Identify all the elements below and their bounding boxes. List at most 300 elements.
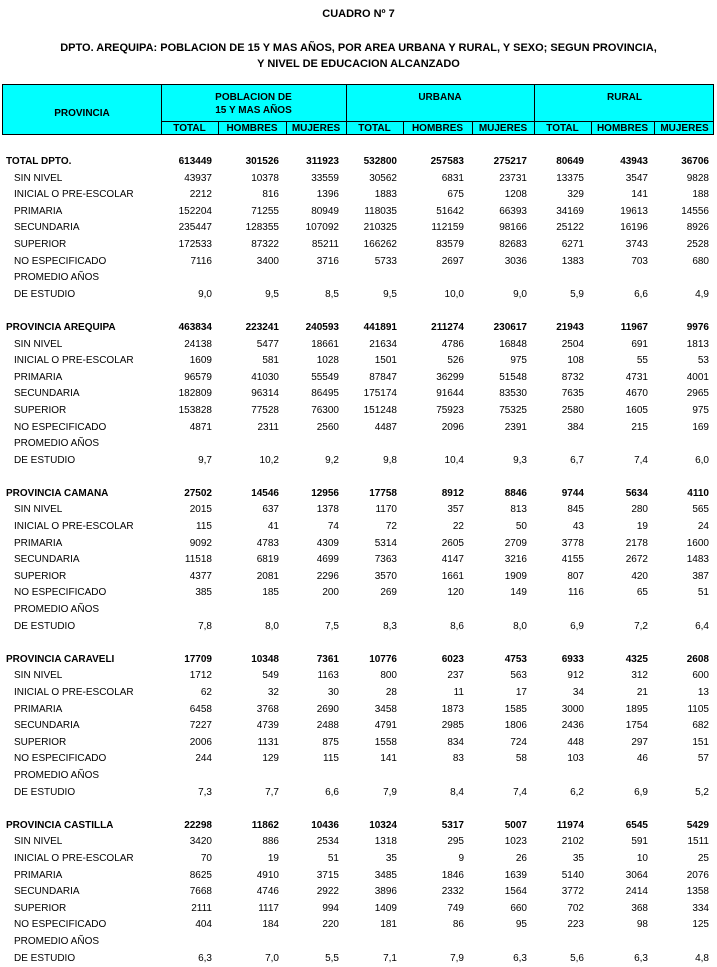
cell-value: 3547: [625, 172, 648, 184]
row-label: PROMEDIO AÑOS: [14, 272, 100, 284]
cell-value: 1600: [686, 537, 709, 549]
cell-value: 129: [262, 753, 279, 765]
cell-value: 244: [195, 753, 212, 765]
row-label: INICIAL O PRE-ESCOLAR: [14, 355, 134, 367]
cell-value: 5,2: [695, 786, 709, 798]
cell-value: 1383: [561, 255, 584, 267]
cell-value: 532800: [363, 156, 397, 167]
cell-value: 1105: [687, 703, 709, 715]
row-label: NO ESPECIFICADO: [14, 587, 107, 599]
cell-value: 7,2: [634, 620, 648, 632]
cell-value: 1895: [625, 703, 648, 715]
cell-value: 2488: [316, 720, 339, 732]
row-label: INICIAL O PRE-ESCOLAR: [14, 521, 134, 533]
cell-value: 17: [515, 687, 527, 698]
cell-value: 1564: [504, 886, 527, 898]
cell-value: 41: [267, 521, 279, 533]
header-rural: RURAL: [607, 92, 642, 103]
cell-value: 7,0: [265, 952, 279, 964]
cell-value: 80649: [556, 156, 584, 167]
cell-value: 463834: [178, 321, 212, 333]
cell-value: 2015: [189, 504, 212, 516]
cell-value: 4753: [504, 653, 527, 665]
cell-value: 703: [631, 255, 648, 267]
cell-value: 41030: [251, 371, 279, 383]
cell-value: 912: [567, 670, 584, 682]
cell-value: 220: [322, 919, 339, 931]
cell-value: 22298: [184, 819, 212, 831]
cell-value: 1754: [625, 720, 648, 732]
cell-value: 152204: [178, 205, 212, 217]
cell-value: 230617: [493, 321, 527, 333]
cell-value: 682: [692, 720, 709, 732]
cell-value: 223: [567, 919, 584, 931]
cell-value: 51642: [436, 205, 464, 217]
cell-value: 420: [631, 570, 648, 582]
cell-value: 9828: [686, 172, 709, 184]
cell-value: 295: [447, 836, 464, 848]
cell-value: 51548: [499, 371, 527, 383]
cell-value: 91644: [436, 388, 464, 400]
cell-value: 3570: [374, 570, 397, 582]
cell-value: 32: [267, 687, 279, 698]
row-label: INICIAL O PRE-ESCOLAR: [14, 852, 134, 864]
cell-value: 175174: [363, 388, 397, 400]
cell-value: 10324: [369, 819, 397, 831]
table-row: [0, 204, 717, 221]
cell-value: 1163: [317, 670, 339, 682]
cell-value: 2697: [441, 255, 464, 267]
row-label: NO ESPECIFICADO: [14, 255, 107, 267]
cell-value: 181: [380, 919, 397, 931]
row-label: PROVINCIA CAMANA: [6, 487, 109, 499]
cell-value: 8,4: [450, 786, 464, 798]
cell-value: 172533: [178, 238, 212, 250]
cell-value: 7,8: [198, 620, 212, 632]
row-label: TOTAL DPTO.: [6, 156, 72, 167]
cell-value: 76300: [311, 404, 339, 416]
table-row: [0, 453, 717, 470]
table-row: [0, 171, 717, 188]
cell-value: 115: [323, 753, 339, 765]
cell-value: 1813: [686, 338, 709, 350]
header-sub: TOTAL: [173, 123, 206, 134]
cell-value: 35: [385, 852, 397, 864]
cell-value: 816: [262, 189, 279, 201]
cell-value: 4309: [316, 537, 339, 549]
cell-value: 3420: [189, 836, 212, 848]
cell-value: 2006: [189, 736, 212, 748]
cell-value: 2414: [625, 886, 648, 898]
header-sub: HOMBRES: [596, 123, 649, 134]
cell-value: 55: [636, 355, 648, 367]
cell-value: 83579: [436, 238, 464, 250]
cell-value: 581: [262, 355, 279, 367]
cell-value: 6,2: [570, 786, 584, 798]
cell-value: 5007: [504, 819, 527, 831]
row-label: PROVINCIA AREQUIPA: [6, 321, 116, 333]
cell-value: 2560: [316, 421, 339, 433]
table-row: [0, 702, 717, 719]
cell-value: 13375: [556, 172, 584, 184]
cell-value: 128355: [245, 222, 279, 234]
row-label: DE ESTUDIO: [14, 454, 76, 466]
row-label: SIN NIVEL: [14, 338, 63, 350]
row-label: PROMEDIO AÑOS: [14, 438, 100, 450]
province-row: [0, 818, 717, 835]
cell-value: 1883: [374, 189, 397, 201]
cell-value: 2102: [561, 836, 584, 848]
cell-value: 6,0: [695, 454, 709, 466]
cell-value: 357: [447, 504, 464, 516]
cell-value: 1409: [374, 902, 397, 914]
cell-value: 22: [452, 521, 464, 533]
cell-value: 9744: [561, 487, 584, 499]
cell-value: 223241: [245, 321, 279, 333]
cell-value: 8732: [561, 371, 584, 383]
cell-value: 71255: [251, 205, 279, 217]
cell-value: 11862: [251, 819, 279, 831]
header-sub: HOMBRES: [226, 123, 278, 134]
table-row: [0, 619, 717, 636]
cell-value: 87322: [251, 238, 279, 250]
cell-value: 10: [636, 852, 648, 864]
cell-value: 2690: [316, 703, 339, 715]
table-row: [0, 337, 717, 354]
cell-value: 141: [631, 189, 648, 201]
cell-value: 149: [510, 587, 527, 599]
header-sub: MUJERES: [291, 123, 341, 134]
cell-value: 7,4: [513, 786, 527, 798]
cell-value: 116: [568, 587, 584, 599]
cell-value: 724: [510, 736, 527, 748]
cell-value: 7,5: [325, 620, 339, 632]
cell-value: 33559: [311, 172, 339, 184]
cell-value: 1483: [686, 554, 709, 566]
cell-value: 125: [692, 919, 709, 931]
cell-value: 51: [327, 852, 339, 864]
cell-value: 7,4: [634, 454, 648, 466]
cell-value: 6,3: [634, 952, 648, 964]
cell-value: 83530: [499, 388, 527, 400]
row-label: PRIMARIA: [14, 371, 63, 383]
cell-value: 660: [510, 902, 527, 914]
table-row: [0, 668, 717, 685]
cell-value: 5,9: [570, 288, 584, 300]
table-number: CUADRO Nº 7: [322, 8, 395, 20]
cell-value: 8,3: [383, 620, 397, 632]
cell-value: 10348: [251, 653, 279, 665]
cell-value: 25: [697, 852, 709, 864]
cell-value: 24: [697, 521, 709, 533]
cell-value: 1806: [504, 720, 527, 732]
cell-value: 5733: [374, 255, 397, 267]
row-label: PRIMARIA: [14, 537, 63, 549]
header-sub: TOTAL: [546, 123, 579, 134]
cell-value: 141: [380, 753, 397, 765]
cell-value: 975: [510, 355, 527, 367]
cell-value: 3458: [374, 703, 397, 715]
cell-value: 87847: [369, 371, 397, 383]
cell-value: 120: [447, 587, 464, 599]
cell-value: 4325: [625, 653, 648, 665]
cell-value: 1909: [504, 570, 527, 582]
cell-value: 4783: [256, 537, 279, 549]
cell-value: 182809: [178, 388, 212, 400]
cell-value: 7116: [190, 255, 212, 267]
cell-value: 1396: [316, 189, 339, 201]
row-label: SIN NIVEL: [14, 670, 63, 682]
cell-value: 25122: [556, 222, 584, 234]
cell-value: 3778: [561, 537, 584, 549]
cell-value: 21: [636, 687, 648, 698]
row-label: SUPERIOR: [14, 902, 67, 914]
cell-value: 297: [631, 736, 648, 748]
cell-value: 384: [567, 421, 584, 433]
cell-value: 6,9: [570, 620, 584, 632]
cell-value: 153828: [178, 404, 212, 416]
cell-value: 14546: [251, 487, 279, 499]
cell-value: 237: [447, 670, 464, 682]
table-row: [0, 519, 717, 536]
province-row: [0, 154, 717, 171]
cell-value: 3036: [504, 255, 527, 267]
cell-value: 886: [262, 836, 279, 848]
cell-value: 17709: [184, 653, 212, 665]
table-row: [0, 934, 717, 951]
table-row: [0, 735, 717, 752]
cell-value: 10378: [251, 172, 279, 184]
cell-value: 7,9: [383, 786, 397, 798]
cell-value: 1318: [374, 836, 397, 848]
cell-value: 98: [636, 919, 648, 931]
cell-value: 43: [572, 521, 584, 533]
table-row: [0, 868, 717, 885]
cell-value: 8,6: [450, 620, 464, 632]
cell-value: 2311: [257, 421, 279, 433]
cell-value: 387: [692, 570, 709, 582]
cell-value: 9,2: [325, 454, 339, 466]
cell-value: 680: [692, 255, 709, 267]
cell-value: 2332: [441, 886, 464, 898]
cell-value: 3768: [256, 703, 279, 715]
cell-value: 2212: [189, 189, 212, 201]
cell-value: 6458: [189, 703, 212, 715]
cell-value: 2605: [441, 537, 464, 549]
row-label: PRIMARIA: [14, 205, 63, 217]
cell-value: 8625: [189, 869, 212, 881]
row-label: SECUNDARIA: [14, 720, 80, 732]
cell-value: 1873: [441, 703, 464, 715]
row-label: INICIAL O PRE-ESCOLAR: [14, 189, 134, 201]
row-label: PROMEDIO AÑOS: [14, 604, 100, 616]
cell-value: 10,0: [444, 288, 464, 300]
cell-value: 1028: [316, 355, 339, 367]
cell-value: 72: [385, 521, 397, 533]
cell-value: 57: [697, 753, 709, 765]
cell-value: 3000: [561, 703, 584, 715]
cell-value: 9092: [189, 537, 212, 549]
cell-value: 108: [567, 355, 584, 367]
row-label: PROVINCIA CARAVELI: [6, 653, 115, 665]
cell-value: 70: [200, 852, 212, 864]
cell-value: 10,2: [259, 454, 279, 466]
cell-value: 2672: [625, 554, 648, 566]
cell-value: 6271: [561, 238, 584, 250]
cell-value: 280: [631, 504, 648, 516]
cell-value: 9,5: [265, 288, 279, 300]
row-label: PRIMARIA: [14, 869, 63, 881]
cell-value: 4487: [374, 421, 397, 433]
table-row: [0, 785, 717, 802]
row-label: SECUNDARIA: [14, 388, 80, 400]
header-provincia: PROVINCIA: [54, 108, 110, 119]
cell-value: 4147: [441, 554, 464, 566]
cell-value: 58: [515, 753, 527, 765]
row-label: DE ESTUDIO: [14, 952, 76, 964]
row-label: SIN NIVEL: [14, 172, 63, 184]
cell-value: 6,6: [325, 786, 339, 798]
table-row: [0, 403, 717, 420]
table-title-line-2: Y NIVEL DE EDUCACION ALCANZADO: [257, 58, 460, 70]
cell-value: 2709: [504, 537, 527, 549]
cell-value: 4,8: [695, 952, 709, 964]
cell-value: 4731: [625, 371, 648, 383]
table-row: [0, 585, 717, 602]
cell-value: 185: [262, 587, 279, 599]
cell-value: 19613: [620, 205, 648, 217]
cell-value: 62: [200, 687, 212, 698]
header-sub: TOTAL: [358, 123, 391, 134]
row-label: DE ESTUDIO: [14, 620, 76, 632]
cell-value: 151: [692, 736, 709, 748]
cell-value: 975: [692, 404, 709, 416]
row-label: SUPERIOR: [14, 570, 67, 582]
cell-value: 637: [262, 504, 279, 516]
cell-value: 11967: [620, 321, 648, 333]
cell-value: 845: [567, 504, 584, 516]
cell-value: 27502: [184, 487, 212, 499]
table-row: [0, 602, 717, 619]
cell-value: 563: [510, 670, 527, 682]
cell-value: 51: [697, 587, 709, 599]
header-poblacion-line-2: 15 Y MAS AÑOS: [215, 105, 292, 116]
cell-value: 2985: [441, 720, 464, 732]
header-urbana: URBANA: [418, 92, 462, 103]
cell-value: 3216: [504, 554, 527, 566]
cell-value: 10776: [369, 653, 397, 665]
cell-value: 36706: [681, 156, 709, 167]
group-spacer: [0, 635, 717, 652]
table-row: [0, 420, 717, 437]
cell-value: 30562: [369, 172, 397, 184]
cell-value: 200: [322, 587, 339, 599]
cell-value: 5,6: [570, 952, 584, 964]
cell-value: 16848: [499, 338, 527, 350]
cell-value: 9,8: [383, 454, 397, 466]
group-spacer: [0, 801, 717, 818]
cell-value: 9,0: [198, 288, 212, 300]
cell-value: 807: [567, 570, 584, 582]
cell-value: 6,4: [695, 620, 709, 632]
cell-value: 1661: [441, 570, 464, 582]
cell-value: 50: [515, 521, 527, 533]
cell-value: 21634: [369, 338, 397, 350]
cell-value: 3400: [256, 255, 279, 267]
table-row: [0, 237, 717, 254]
cell-value: 3716: [316, 255, 339, 267]
cell-value: 4791: [374, 720, 397, 732]
cell-value: 85211: [311, 238, 339, 250]
cell-value: 526: [447, 355, 464, 367]
cell-value: 4001: [686, 371, 709, 383]
cell-value: 36299: [436, 371, 464, 383]
cell-value: 1358: [686, 886, 709, 898]
header-poblacion-line-1: POBLACION DE: [215, 92, 292, 103]
cell-value: 749: [447, 902, 464, 914]
table-row: [0, 917, 717, 934]
cell-value: 2296: [316, 570, 339, 582]
cell-value: 8,0: [513, 620, 527, 632]
cell-value: 24138: [184, 338, 212, 350]
cell-value: 4155: [561, 554, 584, 566]
cell-value: 9,0: [513, 288, 527, 300]
cell-value: 211274: [431, 321, 464, 333]
group-spacer: [0, 303, 717, 320]
table-row: [0, 436, 717, 453]
cell-value: 4110: [687, 487, 709, 499]
cell-value: 103: [567, 753, 584, 765]
row-label: SECUNDARIA: [14, 554, 80, 566]
cell-value: 1846: [441, 869, 464, 881]
table-row: [0, 370, 717, 387]
cell-value: 1023: [504, 836, 527, 848]
cell-value: 2178: [625, 537, 648, 549]
cell-value: 1501: [374, 355, 397, 367]
cell-value: 9,7: [198, 454, 212, 466]
cell-value: 269: [380, 587, 397, 599]
cell-value: 4910: [256, 869, 279, 881]
cell-value: 1511: [687, 836, 709, 848]
table-row: [0, 502, 717, 519]
cell-value: 43937: [184, 172, 212, 184]
cell-value: 13: [697, 687, 709, 698]
cell-value: 215: [631, 421, 648, 433]
cell-value: 6933: [561, 653, 584, 665]
cell-value: 565: [692, 504, 709, 516]
row-label: DE ESTUDIO: [14, 288, 76, 300]
cell-value: 1558: [374, 736, 397, 748]
cell-value: 257583: [430, 156, 464, 167]
table-row: [0, 187, 717, 204]
cell-value: 82683: [499, 238, 527, 250]
cell-value: 16196: [620, 222, 648, 234]
cell-value: 169: [692, 421, 709, 433]
cell-value: 75325: [499, 404, 527, 416]
cell-value: 5140: [561, 869, 584, 881]
table-row: [0, 254, 717, 271]
cell-value: 600: [692, 670, 709, 682]
cell-value: 35: [572, 852, 584, 864]
header-sub: HOMBRES: [411, 123, 464, 134]
cell-value: 1712: [189, 670, 212, 682]
cell-value: 3715: [316, 869, 339, 881]
cell-value: 19: [636, 521, 648, 533]
cell-value: 188: [692, 189, 709, 201]
row-label: SECUNDARIA: [14, 886, 80, 898]
cell-value: 6023: [441, 653, 464, 665]
cell-value: 813: [510, 504, 527, 516]
